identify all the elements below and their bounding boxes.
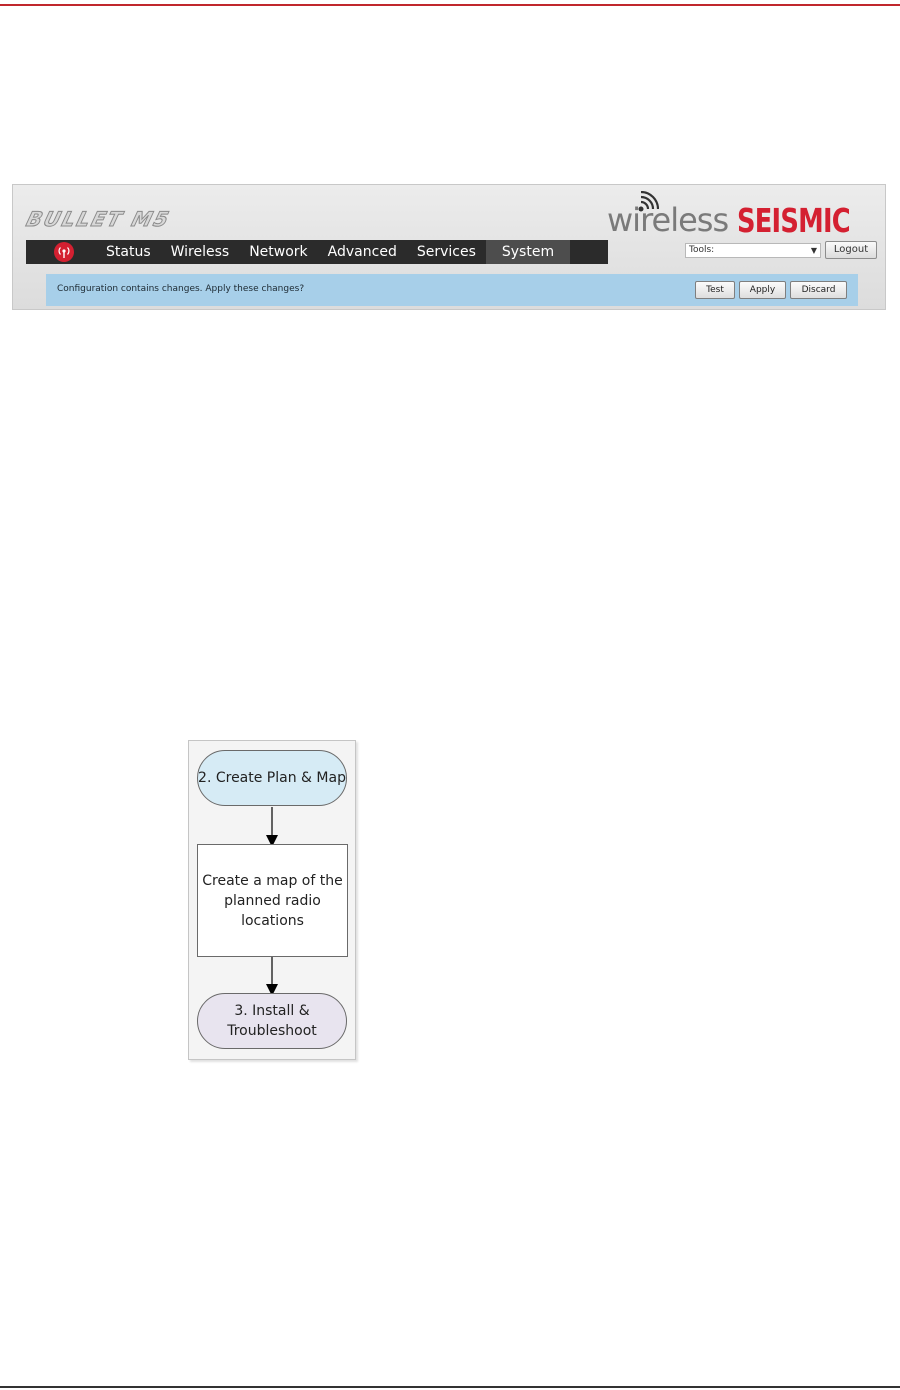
router-ui-screenshot [12,184,886,310]
page-footer-rule [0,1386,900,1388]
nav-item-wireless[interactable]: Wireless [170,244,230,260]
nav-item-system[interactable]: System [486,240,570,264]
changes-notice [46,274,858,306]
nav-item-network[interactable]: Network [249,244,308,260]
discard-button[interactable]: Discard [790,281,847,299]
brand-word-wireless: wireless [607,201,729,239]
logout-button[interactable]: Logout [825,241,877,259]
product-logo: BULLET M5 [23,207,174,231]
test-button[interactable]: Test [695,281,735,299]
flow-process-create-map: Create a map of the planned radio locations [197,844,348,957]
page-header-rule [0,4,900,6]
main-nav [26,240,608,264]
nav-item-advanced[interactable]: Advanced [327,244,397,260]
antenna-icon[interactable] [54,242,74,262]
tools-select-value: Tools: [689,245,715,255]
notice-message: Configuration contains changes. Apply these changes? [57,284,305,294]
chevron-down-icon: ▼ [810,246,817,255]
brand-word-seismic: SEISMIC [737,201,850,240]
nav-item-status[interactable]: Status [106,244,151,260]
tools-select[interactable] [685,243,821,258]
flow-step-create-plan: 2. Create Plan & Map [197,750,347,806]
workflow-diagram [188,740,356,1060]
flow-step-install: 3. Install & Troubleshoot [197,993,347,1049]
antenna-glyph-icon [57,245,71,259]
nav-item-services[interactable]: Services [416,244,476,260]
apply-button[interactable]: Apply [739,281,786,299]
